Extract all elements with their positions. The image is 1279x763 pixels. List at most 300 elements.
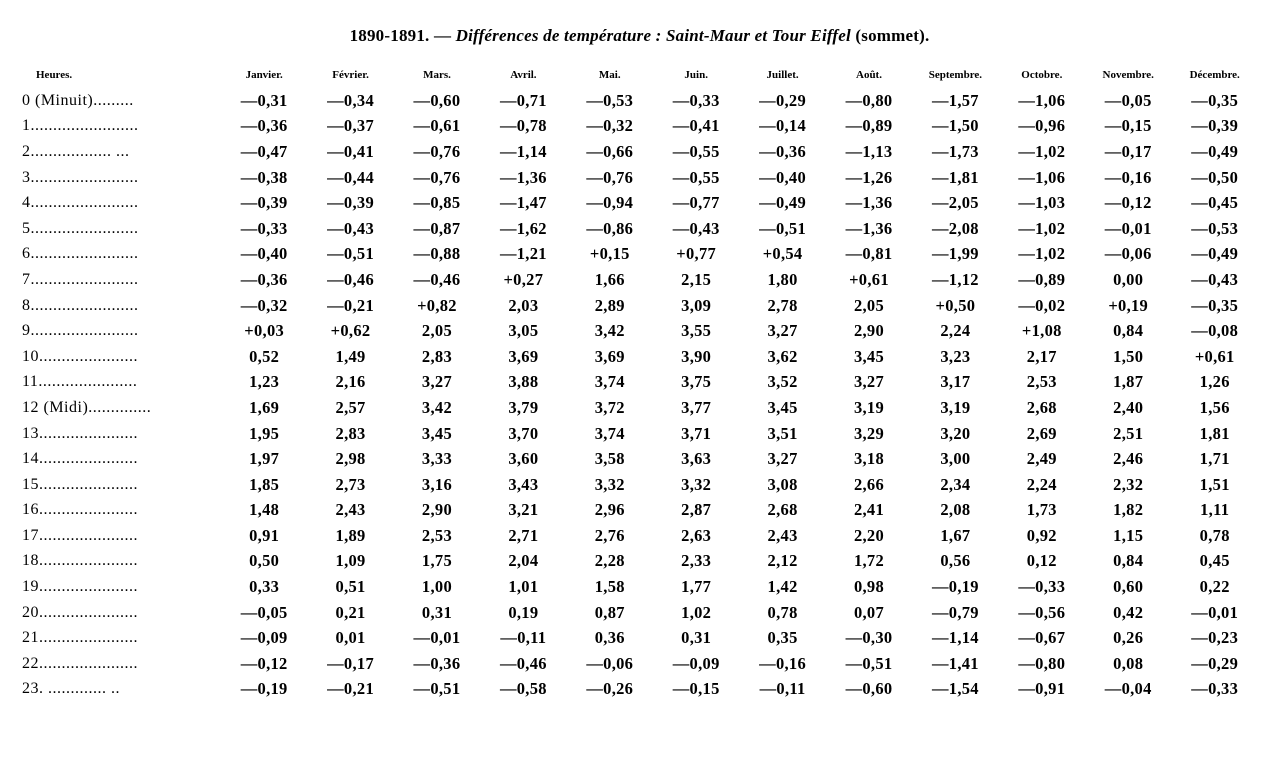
value-cell: —0,39 bbox=[240, 193, 288, 213]
value-cell: —0,06 bbox=[586, 653, 634, 673]
value-cell: 2,24 bbox=[1026, 474, 1057, 494]
header-row bbox=[22, 62, 1258, 88]
value-cell: —0,16 bbox=[1104, 167, 1152, 187]
value-cell: —0,09 bbox=[672, 653, 720, 673]
value-cell: 0,01 bbox=[335, 628, 366, 648]
value-cell: 0,87 bbox=[594, 602, 625, 622]
value-cell: —0,33 bbox=[1018, 577, 1066, 597]
value-cell: —1,47 bbox=[499, 193, 547, 213]
value-cell: 1,56 bbox=[1199, 397, 1230, 417]
value-cell: —0,96 bbox=[1018, 116, 1066, 136]
table-row bbox=[22, 242, 1258, 268]
value-cell: 3,19 bbox=[853, 397, 885, 417]
value-cell: —0,19 bbox=[240, 679, 288, 699]
value-cell: —0,87 bbox=[413, 218, 461, 238]
table-row bbox=[22, 677, 1258, 703]
table-row bbox=[22, 600, 1258, 626]
value-cell: +0,77 bbox=[676, 244, 717, 264]
value-cell: —2,08 bbox=[931, 218, 979, 238]
value-cell: —0,12 bbox=[240, 653, 288, 673]
temperature-table bbox=[22, 62, 1258, 702]
value-cell: —1,06 bbox=[1018, 90, 1066, 110]
value-cell: 3,33 bbox=[421, 449, 452, 469]
value-cell: 3,27 bbox=[421, 372, 452, 392]
value-cell: 0,33 bbox=[249, 577, 280, 597]
value-cell: —0,34 bbox=[327, 90, 374, 110]
value-cell: —0,50 bbox=[1191, 167, 1239, 187]
value-cell: —0,01 bbox=[413, 628, 461, 648]
value-cell: 3,75 bbox=[681, 372, 712, 392]
table-row bbox=[22, 190, 1258, 216]
value-cell: 0,84 bbox=[1113, 321, 1144, 341]
value-cell: 3,08 bbox=[767, 474, 798, 494]
value-cell: 3,51 bbox=[767, 423, 798, 443]
value-cell: —0,19 bbox=[931, 577, 979, 597]
value-cell: 2,46 bbox=[1113, 449, 1144, 469]
value-cell: —0,45 bbox=[1191, 193, 1239, 213]
value-cell: 3,88 bbox=[508, 372, 539, 392]
value-cell: —0,53 bbox=[586, 90, 634, 110]
table-row bbox=[22, 216, 1258, 242]
column-header-janvier: Janvier. bbox=[245, 69, 283, 81]
value-cell: 0,42 bbox=[1113, 602, 1144, 622]
value-cell: 3,52 bbox=[767, 372, 798, 392]
hour-cell: 7........................ bbox=[22, 270, 139, 288]
value-cell: 3,45 bbox=[767, 397, 798, 417]
value-cell: 2,40 bbox=[1113, 397, 1144, 417]
value-cell: 1,81 bbox=[1199, 423, 1230, 443]
value-cell: 1,72 bbox=[853, 551, 885, 571]
value-cell: 3,72 bbox=[594, 397, 625, 417]
value-cell: 3,70 bbox=[508, 423, 539, 443]
value-cell: —0,51 bbox=[327, 244, 374, 264]
value-cell: —0,51 bbox=[759, 218, 807, 238]
value-cell: —0,46 bbox=[327, 269, 374, 289]
value-cell: 2,68 bbox=[767, 500, 798, 520]
value-cell: 1,02 bbox=[681, 602, 712, 622]
value-cell: +1,08 bbox=[1021, 321, 1062, 341]
value-cell: —0,43 bbox=[1191, 269, 1239, 289]
value-cell: 2,66 bbox=[853, 474, 885, 494]
table-row bbox=[22, 472, 1258, 498]
value-cell: 1,58 bbox=[594, 577, 625, 597]
table-row bbox=[22, 139, 1258, 165]
value-cell: +0,19 bbox=[1108, 295, 1149, 315]
value-cell: 1,23 bbox=[249, 372, 280, 392]
value-cell: 2,98 bbox=[335, 449, 366, 469]
value-cell: 2,43 bbox=[335, 500, 366, 520]
value-cell: 3,74 bbox=[594, 423, 625, 443]
value-cell: —0,38 bbox=[240, 167, 288, 187]
value-cell: 1,69 bbox=[249, 397, 280, 417]
value-cell: —0,09 bbox=[240, 628, 288, 648]
hour-cell: 14...................... bbox=[22, 450, 138, 468]
table-row bbox=[22, 549, 1258, 575]
value-cell: 3,21 bbox=[508, 500, 539, 520]
table-body bbox=[22, 88, 1258, 702]
value-cell: 1,89 bbox=[335, 525, 366, 545]
value-cell: 1,75 bbox=[421, 551, 452, 571]
value-cell: 3,60 bbox=[508, 449, 539, 469]
value-cell: 1,80 bbox=[767, 269, 798, 289]
value-cell: +0,54 bbox=[762, 244, 803, 264]
value-cell: 0,31 bbox=[681, 628, 712, 648]
table-row bbox=[22, 498, 1258, 524]
column-header-mars: Mars. bbox=[423, 69, 451, 81]
value-cell: 2,68 bbox=[1026, 397, 1057, 417]
value-cell: +0,50 bbox=[935, 295, 976, 315]
value-cell: 3,00 bbox=[940, 449, 971, 469]
value-cell: 0,12 bbox=[1026, 551, 1057, 571]
value-cell: —0,67 bbox=[1018, 628, 1066, 648]
hour-cell: 16...................... bbox=[22, 501, 138, 519]
value-cell: 2,63 bbox=[681, 525, 712, 545]
value-cell: 0,92 bbox=[1026, 525, 1057, 545]
table-row bbox=[22, 114, 1258, 140]
value-cell: 2,78 bbox=[767, 295, 798, 315]
hour-cell: 20...................... bbox=[22, 603, 138, 621]
value-cell: 2,12 bbox=[767, 551, 798, 571]
value-cell: 0,50 bbox=[249, 551, 280, 571]
value-cell: 0,84 bbox=[1113, 551, 1144, 571]
value-cell: 3,20 bbox=[940, 423, 971, 443]
value-cell: 0,22 bbox=[1199, 577, 1230, 597]
value-cell: —1,54 bbox=[931, 679, 979, 699]
value-cell: 3,45 bbox=[853, 346, 885, 366]
column-header-novembre: Novembre. bbox=[1102, 69, 1154, 81]
value-cell: 3,62 bbox=[767, 346, 798, 366]
value-cell: 2,53 bbox=[421, 525, 452, 545]
value-cell: 2,15 bbox=[681, 269, 712, 289]
value-cell: —1,14 bbox=[499, 141, 547, 161]
value-cell: —0,43 bbox=[327, 218, 374, 238]
value-cell: 1,73 bbox=[1026, 500, 1057, 520]
value-cell: 2,05 bbox=[853, 295, 885, 315]
hour-cell: 6........................ bbox=[22, 245, 139, 263]
value-cell: 0,78 bbox=[767, 602, 798, 622]
value-cell: 2,90 bbox=[421, 500, 452, 520]
hour-cell: 17...................... bbox=[22, 526, 138, 544]
value-cell: 3,09 bbox=[681, 295, 712, 315]
value-cell: 1,66 bbox=[594, 269, 625, 289]
value-cell: —0,66 bbox=[586, 141, 634, 161]
value-cell: 3,27 bbox=[767, 449, 798, 469]
column-header-fevrier: Février. bbox=[332, 69, 369, 81]
table-row bbox=[22, 651, 1258, 677]
value-cell: 1,49 bbox=[335, 346, 366, 366]
table-title bbox=[0, 26, 1279, 46]
value-cell: 2,16 bbox=[335, 372, 366, 392]
value-cell: —0,40 bbox=[240, 244, 288, 264]
value-cell: 3,79 bbox=[508, 397, 539, 417]
value-cell: 2,76 bbox=[594, 525, 625, 545]
value-cell: 3,27 bbox=[767, 321, 798, 341]
value-cell: —0,89 bbox=[1018, 269, 1066, 289]
hour-cell: 15...................... bbox=[22, 475, 138, 493]
value-cell: +0,61 bbox=[1194, 346, 1235, 366]
value-cell: —0,05 bbox=[1104, 90, 1152, 110]
value-cell: 3,63 bbox=[681, 449, 712, 469]
value-cell: —0,46 bbox=[413, 269, 461, 289]
value-cell: —0,32 bbox=[240, 295, 288, 315]
value-cell: 3,74 bbox=[594, 372, 625, 392]
hour-cell: 21...................... bbox=[22, 629, 138, 647]
value-cell: 0,52 bbox=[249, 346, 280, 366]
value-cell: —0,36 bbox=[759, 141, 807, 161]
value-cell: —1,14 bbox=[931, 628, 979, 648]
value-cell: —0,94 bbox=[586, 193, 634, 213]
value-cell: 3,69 bbox=[508, 346, 539, 366]
value-cell: +0,61 bbox=[849, 269, 889, 289]
value-cell: 2,49 bbox=[1026, 449, 1057, 469]
value-cell: —1,21 bbox=[499, 244, 547, 264]
hour-cell: 19...................... bbox=[22, 578, 138, 596]
value-cell: 2,28 bbox=[594, 551, 625, 571]
value-cell: +0,82 bbox=[417, 295, 457, 315]
value-cell: —0,86 bbox=[586, 218, 634, 238]
value-cell: 1,48 bbox=[249, 500, 280, 520]
value-cell: 2,69 bbox=[1026, 423, 1057, 443]
value-cell: —0,02 bbox=[1018, 295, 1066, 315]
value-cell: —0,41 bbox=[672, 116, 720, 136]
value-cell: 3,16 bbox=[421, 474, 452, 494]
value-cell: 3,55 bbox=[681, 321, 712, 341]
value-cell: 1,82 bbox=[1113, 500, 1144, 520]
value-cell: —1,36 bbox=[499, 167, 547, 187]
column-header-heures: Heures. bbox=[36, 69, 73, 81]
value-cell: —1,13 bbox=[845, 141, 893, 161]
value-cell: 1,77 bbox=[681, 577, 712, 597]
hour-cell: 2.................. ... bbox=[22, 142, 130, 160]
value-cell: —1,36 bbox=[845, 193, 893, 213]
value-cell: —1,41 bbox=[931, 653, 979, 673]
value-cell: —0,35 bbox=[1191, 90, 1239, 110]
value-cell: 1,00 bbox=[421, 577, 452, 597]
title-main: Différences de température : Saint-Maur et Tour Eiffel bbox=[455, 26, 851, 45]
hour-cell: 12 (Midi).............. bbox=[22, 398, 152, 416]
value-cell: —0,17 bbox=[1104, 141, 1152, 161]
hour-cell: 13...................... bbox=[22, 424, 138, 442]
value-cell: 3,29 bbox=[853, 423, 885, 443]
value-cell: 2,05 bbox=[421, 321, 452, 341]
value-cell: —0,33 bbox=[672, 90, 720, 110]
value-cell: —0,29 bbox=[759, 90, 807, 110]
value-cell: —0,37 bbox=[327, 116, 374, 136]
hour-cell: 8........................ bbox=[22, 296, 139, 314]
value-cell: 0,45 bbox=[1199, 551, 1230, 571]
hour-cell: 5........................ bbox=[22, 219, 139, 237]
value-cell: 2,73 bbox=[335, 474, 366, 494]
value-cell: —1,50 bbox=[931, 116, 979, 136]
value-cell: —0,35 bbox=[1191, 295, 1239, 315]
value-cell: 0,60 bbox=[1113, 577, 1144, 597]
value-cell: 1,11 bbox=[1200, 500, 1230, 520]
column-header-decembre: Décembre. bbox=[1189, 69, 1240, 81]
value-cell: 2,83 bbox=[421, 346, 452, 366]
column-header-avril: Avril. bbox=[510, 69, 537, 81]
value-cell: 3,42 bbox=[421, 397, 452, 417]
value-cell: +0,03 bbox=[244, 321, 285, 341]
value-cell: —0,08 bbox=[1191, 321, 1239, 341]
value-cell: —0,39 bbox=[1191, 116, 1239, 136]
value-cell: 1,95 bbox=[249, 423, 280, 443]
value-cell: 0,51 bbox=[335, 577, 366, 597]
value-cell: —0,40 bbox=[759, 167, 807, 187]
value-cell: 2,71 bbox=[508, 525, 539, 545]
table-row bbox=[22, 267, 1258, 293]
value-cell: —0,15 bbox=[672, 679, 720, 699]
value-cell: 1,67 bbox=[940, 525, 971, 545]
value-cell: —0,89 bbox=[845, 116, 893, 136]
value-cell: —0,60 bbox=[413, 90, 461, 110]
value-cell: 3,90 bbox=[681, 346, 712, 366]
value-cell: 0,56 bbox=[940, 551, 971, 571]
value-cell: 2,03 bbox=[508, 295, 539, 315]
value-cell: 2,90 bbox=[853, 321, 885, 341]
hour-cell: 10...................... bbox=[22, 347, 138, 365]
value-cell: —0,30 bbox=[845, 628, 893, 648]
table-row bbox=[22, 344, 1258, 370]
hour-cell: 1........................ bbox=[22, 117, 139, 135]
title-years: 1890-1891. bbox=[349, 26, 430, 45]
value-cell: —0,77 bbox=[672, 193, 720, 213]
value-cell: 2,08 bbox=[940, 500, 971, 520]
value-cell: —0,29 bbox=[1191, 653, 1239, 673]
value-cell: —0,44 bbox=[327, 167, 374, 187]
value-cell: —0,05 bbox=[240, 602, 288, 622]
value-cell: —1,81 bbox=[931, 167, 979, 187]
value-cell: 2,43 bbox=[767, 525, 798, 545]
value-cell: —1,03 bbox=[1018, 193, 1066, 213]
value-cell: 1,85 bbox=[249, 474, 280, 494]
value-cell: —0,49 bbox=[759, 193, 807, 213]
value-cell: —1,62 bbox=[499, 218, 547, 238]
value-cell: —0,33 bbox=[240, 218, 288, 238]
hour-cell: 4........................ bbox=[22, 194, 139, 212]
value-cell: 3,45 bbox=[421, 423, 452, 443]
value-cell: 0,21 bbox=[335, 602, 366, 622]
value-cell: —0,56 bbox=[1018, 602, 1066, 622]
hour-cell: 3........................ bbox=[22, 168, 139, 186]
hour-cell: 18...................... bbox=[22, 552, 138, 570]
value-cell: —0,01 bbox=[1191, 602, 1239, 622]
value-cell: —0,53 bbox=[1191, 218, 1239, 238]
hour-cell: 23. ............. .. bbox=[22, 680, 120, 698]
column-header-septembre: Septembre. bbox=[928, 69, 983, 81]
value-cell: —0,21 bbox=[327, 679, 374, 699]
hour-cell: 11...................... bbox=[22, 373, 138, 391]
title-suffix: (sommet). bbox=[850, 26, 930, 45]
value-cell: 3,19 bbox=[940, 397, 971, 417]
value-cell: 1,97 bbox=[249, 449, 280, 469]
value-cell: —0,76 bbox=[413, 167, 461, 187]
column-header-mai: Mai. bbox=[598, 69, 621, 81]
table-row bbox=[22, 446, 1258, 472]
value-cell: 2,51 bbox=[1113, 423, 1144, 443]
value-cell: 3,17 bbox=[940, 372, 971, 392]
value-cell: —0,81 bbox=[845, 244, 893, 264]
value-cell: —1,12 bbox=[931, 269, 979, 289]
table-row bbox=[22, 523, 1258, 549]
value-cell: 2,20 bbox=[853, 525, 885, 545]
value-cell: 2,96 bbox=[594, 500, 625, 520]
table-row bbox=[22, 370, 1258, 396]
value-cell: —1,73 bbox=[931, 141, 979, 161]
value-cell: 3,42 bbox=[594, 321, 625, 341]
value-cell: 3,43 bbox=[508, 474, 539, 494]
value-cell: —2,05 bbox=[931, 193, 979, 213]
value-cell: 1,42 bbox=[767, 577, 798, 597]
value-cell: 1,50 bbox=[1113, 346, 1144, 366]
value-cell: 2,53 bbox=[1026, 372, 1057, 392]
value-cell: —0,39 bbox=[327, 193, 374, 213]
value-cell: —0,41 bbox=[327, 141, 374, 161]
table-row bbox=[22, 421, 1258, 447]
value-cell: —0,47 bbox=[240, 141, 288, 161]
value-cell: 3,58 bbox=[594, 449, 625, 469]
value-cell: 0,31 bbox=[421, 602, 452, 622]
value-cell: 3,32 bbox=[681, 474, 712, 494]
value-cell: —0,46 bbox=[499, 653, 547, 673]
value-cell: +0,15 bbox=[589, 244, 630, 264]
value-cell: 1,09 bbox=[335, 551, 366, 571]
value-cell: —0,36 bbox=[240, 116, 288, 136]
value-cell: —1,02 bbox=[1018, 218, 1066, 238]
value-cell: 2,24 bbox=[940, 321, 971, 341]
value-cell: —0,17 bbox=[327, 653, 374, 673]
value-cell: —0,91 bbox=[1018, 679, 1066, 699]
value-cell: —0,51 bbox=[845, 653, 893, 673]
value-cell: 0,78 bbox=[1199, 525, 1230, 545]
hour-cell: 22...................... bbox=[22, 654, 138, 672]
value-cell: 0,91 bbox=[249, 525, 280, 545]
column-header-aout: Août. bbox=[856, 69, 882, 81]
value-cell: —1,99 bbox=[931, 244, 979, 264]
value-cell: —0,58 bbox=[499, 679, 547, 699]
value-cell: —0,80 bbox=[1018, 653, 1066, 673]
value-cell: —0,04 bbox=[1104, 679, 1152, 699]
value-cell: 3,69 bbox=[594, 346, 625, 366]
value-cell: —1,02 bbox=[1018, 141, 1066, 161]
value-cell: 2,34 bbox=[940, 474, 971, 494]
table-row bbox=[22, 395, 1258, 421]
value-cell: 3,27 bbox=[853, 372, 885, 392]
value-cell: —0,06 bbox=[1104, 244, 1152, 264]
title-dash: — bbox=[429, 26, 456, 45]
value-cell: —0,76 bbox=[586, 167, 634, 187]
value-cell: 2,83 bbox=[335, 423, 366, 443]
value-cell: —0,14 bbox=[759, 116, 807, 136]
value-cell: —0,11 bbox=[759, 679, 806, 699]
value-cell: —0,36 bbox=[240, 269, 288, 289]
value-cell: —0,88 bbox=[413, 244, 461, 264]
value-cell: —1,26 bbox=[845, 167, 893, 187]
value-cell: +0,27 bbox=[503, 269, 544, 289]
value-cell: —0,49 bbox=[1191, 244, 1239, 264]
value-cell: —1,57 bbox=[931, 90, 979, 110]
value-cell: —0,43 bbox=[672, 218, 720, 238]
value-cell: 2,33 bbox=[681, 551, 712, 571]
table-row bbox=[22, 165, 1258, 191]
column-header-octobre: Octobre. bbox=[1021, 69, 1063, 81]
value-cell: —0,85 bbox=[413, 193, 461, 213]
value-cell: —0,51 bbox=[413, 679, 461, 699]
value-cell: —0,21 bbox=[327, 295, 374, 315]
value-cell: 3,18 bbox=[853, 449, 885, 469]
value-cell: —0,55 bbox=[672, 167, 720, 187]
value-cell: 2,04 bbox=[508, 551, 539, 571]
value-cell: 0,07 bbox=[853, 602, 885, 622]
